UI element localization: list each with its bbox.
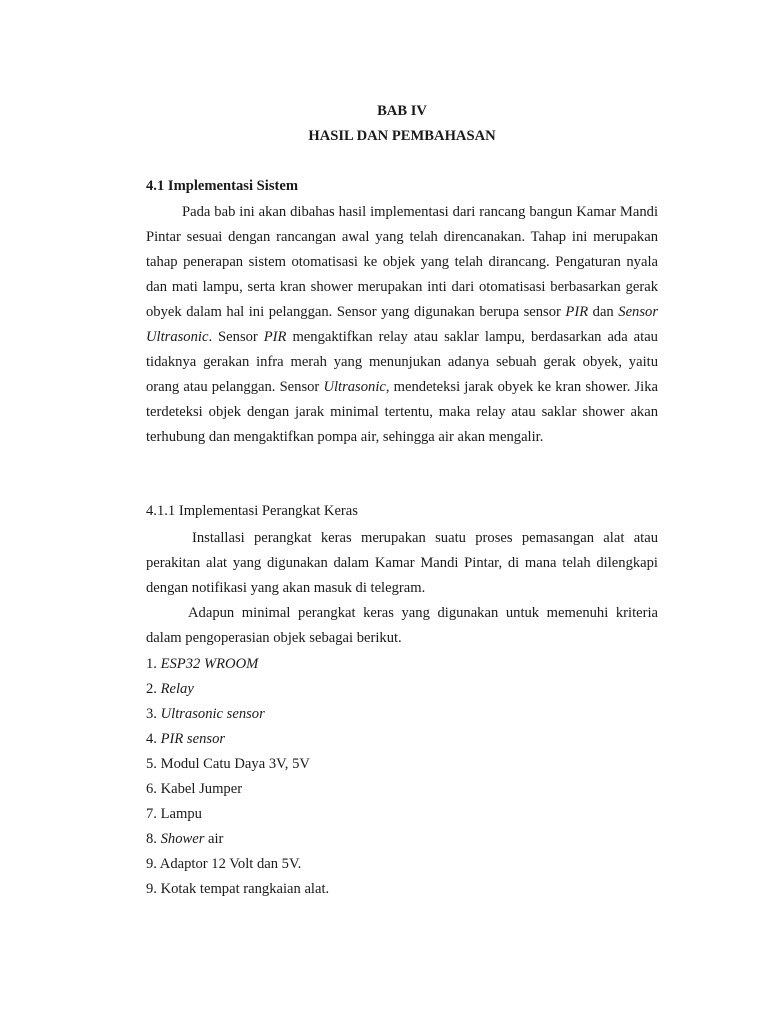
paragraph-term: Ultrasonic — [323, 379, 386, 395]
list-item: 1. ESP32 WROOM — [146, 656, 259, 672]
chapter-number: BAB IV — [377, 103, 427, 119]
list-item: 5. Modul Catu Daya 3V, 5V — [146, 756, 310, 772]
list-item: 7. Lampu — [146, 806, 202, 822]
subsection-paragraph-1: Installasi perangkat keras merupakan suatu proses pemasangan alat atau perakitan alat yang digunakan dalam Kamar Mandi Pintar, di mana telah dilengkapi dengan notifikasi yang akan masuk di telegram. — [146, 530, 658, 596]
list-item: 3. Ultrasonic sensor — [146, 706, 265, 722]
section-paragraph — [146, 200, 658, 450]
paragraph-term: Sensor Ultrasonic — [146, 304, 659, 345]
paragraph-text: mengaktifkan relay atau saklar lampu, berdasarkan ada atau tidaknya gerakan infra merah yang menunjukan adanya sebuah gerak obyek, yaitu orang atau pelanggan. Sensor — [146, 329, 658, 395]
list-item: 2. Relay — [146, 681, 194, 697]
paragraph-text: dan — [588, 304, 619, 320]
list-item: 9. Kotak tempat rangkaian alat. — [146, 881, 330, 897]
paragraph-term: PIR — [263, 329, 287, 345]
list-item: 6. Kabel Jumper — [146, 781, 243, 797]
hardware-list — [146, 652, 658, 902]
subsection-title: 4.1.1 Implementasi Perangkat Keras — [146, 503, 358, 519]
list-item: 9. Adaptor 12 Volt dan 5V. — [146, 856, 302, 872]
paragraph-text: Pada bab ini akan dibahas hasil implementasi dari rancang bangun Kamar Mandi Pintar sesuai dengan rancangan awal yang telah direncanakan. Tahap ini merupakan tahap penerapan sistem otomatisasi ke objek yang telah dirancang. Pengaturan nyala dan mati lampu, serta kran shower merupakan inti dari otomatisasi berbasarkan gerak obyek dalam hal ini pelanggan. Sensor yang digunakan berupa sensor — [146, 204, 658, 320]
list-item: 4. PIR sensor — [146, 731, 226, 747]
paragraph-term: PIR — [565, 304, 589, 320]
subsection-paragraph-2: Adapun minimal perangkat keras yang digunakan untuk memenuhi kriteria dalam pengoperasian objek sebagai berikut. — [146, 605, 658, 646]
list-item: 8. Shower air — [146, 831, 224, 847]
paragraph-text: , mendeteksi jarak obyek ke kran shower. Jika terdeteksi objek dengan jarak minimal tertentu, maka relay atau saklar shower akan terhubung dan mengaktifkan pompa air, sehingga air akan mengalir. — [146, 379, 658, 445]
section-title: 4.1 Implementasi Sistem — [146, 178, 299, 194]
paragraph-text: . Sensor — [208, 329, 264, 345]
chapter-title: HASIL DAN PEMBAHASAN — [308, 128, 496, 144]
